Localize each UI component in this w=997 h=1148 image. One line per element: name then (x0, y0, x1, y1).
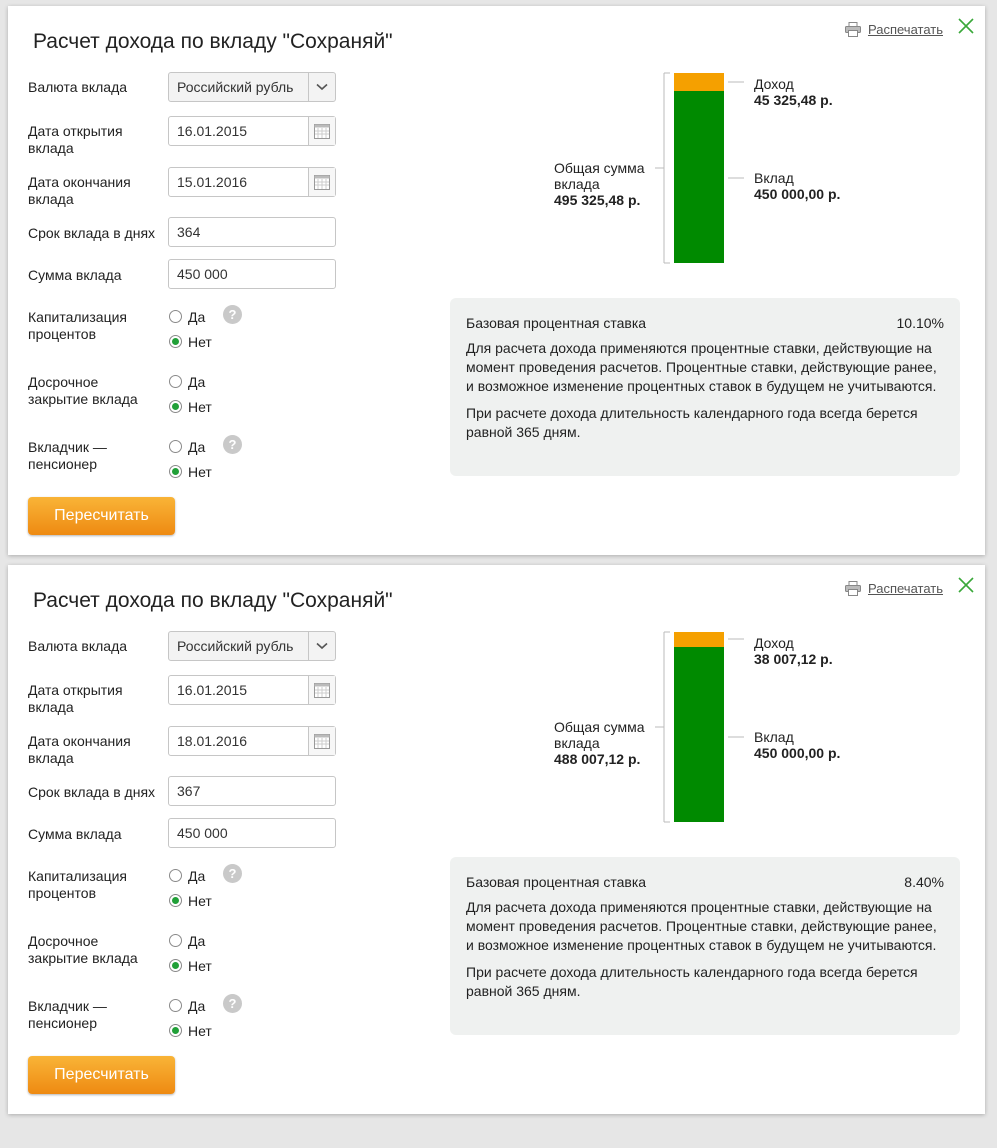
early-close-yes-option[interactable] (169, 369, 212, 394)
capitalization-yes-label: Да (188, 308, 206, 325)
panel-title: Расчет дохода по вкладу "Сохраняй" (33, 30, 393, 53)
calendar-icon[interactable] (308, 727, 335, 755)
open-date-field[interactable] (168, 116, 336, 146)
early-close-yes-radio[interactable] (169, 934, 182, 947)
capitalization-no-option[interactable] (169, 888, 212, 913)
close-date-field[interactable] (168, 167, 336, 197)
deposit-bar (674, 647, 724, 822)
open-date-label: Дата открытия вклада (28, 123, 123, 156)
deposit-bar-chart (548, 625, 968, 825)
capitalization-radio-group (169, 863, 212, 913)
deposit-label: Вклад (754, 729, 794, 745)
print-link[interactable] (845, 581, 943, 596)
rate-info-box (450, 857, 960, 1035)
amount-label: Сумма вклада (28, 826, 122, 842)
early-close-yes-label: Да (188, 373, 206, 390)
pensioner-yes-radio[interactable] (169, 999, 182, 1012)
base-rate-label: Базовая процентная ставка (466, 315, 647, 331)
total-label: Общая сумма вклада (554, 719, 645, 751)
capitalization-label: Капитализация процентов (28, 309, 127, 342)
close-icon[interactable] (957, 576, 975, 594)
pensioner-yes-option[interactable] (169, 993, 212, 1018)
total-value: 488 007,12 р. (554, 751, 641, 767)
early-close-radio-group (169, 369, 212, 419)
recalculate-button[interactable]: Пересчитать (28, 1056, 175, 1094)
print-link[interactable] (845, 22, 943, 37)
income-value: 38 007,12 р. (754, 651, 833, 667)
recalculate-button[interactable]: Пересчитать (28, 497, 175, 535)
term-days-input[interactable]: 364 (168, 217, 336, 247)
open-date-label: Дата открытия вклада (28, 682, 123, 715)
pensioner-radio-group (169, 993, 212, 1043)
info-paragraph-1: Для расчета дохода применяются процентные ставки, действующие на момент проведения расчетов. Процентные ставки, действующие ранее, и возможное изменение процентных ставок в будущем не учитываются. (466, 340, 937, 394)
capitalization-yes-radio[interactable] (169, 869, 182, 882)
base-rate-row (466, 314, 944, 333)
pensioner-no-radio[interactable] (169, 1024, 182, 1037)
deposit-bar-chart (548, 66, 968, 266)
income-value: 45 325,48 р. (754, 92, 833, 108)
pensioner-radio-group (169, 434, 212, 484)
term-days-label: Срок вклада в днях (28, 225, 156, 241)
chevron-down-icon[interactable] (308, 73, 335, 101)
base-rate-value: 8.40% (904, 874, 944, 890)
early-close-no-option[interactable] (169, 953, 212, 978)
close-date-value: 15.01.2016 (177, 174, 248, 190)
early-close-yes-label: Да (188, 932, 206, 949)
capitalization-no-label: Нет (188, 892, 212, 909)
early-close-radio-group (169, 928, 212, 978)
rate-info-box (450, 298, 960, 476)
printer-icon (845, 581, 861, 596)
close-icon[interactable] (957, 17, 975, 35)
total-value: 495 325,48 р. (554, 192, 641, 208)
chart-income (754, 76, 833, 108)
pensioner-yes-option[interactable] (169, 434, 212, 459)
capitalization-no-radio[interactable] (169, 335, 182, 348)
help-icon[interactable]: ? (223, 305, 242, 324)
total-label: Общая сумма вклада (554, 160, 645, 192)
help-icon[interactable]: ? (223, 864, 242, 883)
close-date-label: Дата окончания вклада (28, 174, 131, 207)
capitalization-yes-radio[interactable] (169, 310, 182, 323)
open-date-value: 16.01.2015 (177, 682, 248, 698)
pensioner-yes-label: Да (188, 997, 206, 1014)
chart-total (554, 160, 664, 208)
currency-label: Валюта вклада (28, 638, 128, 654)
chart-income (754, 635, 833, 667)
print-label[interactable]: Распечатать (867, 22, 943, 37)
print-label[interactable]: Распечатать (867, 581, 943, 596)
amount-label: Сумма вклада (28, 267, 122, 283)
capitalization-no-radio[interactable] (169, 894, 182, 907)
pensioner-label: Вкладчик — пенсионер (28, 439, 107, 472)
early-close-yes-option[interactable] (169, 928, 212, 953)
pensioner-no-option[interactable] (169, 1018, 212, 1043)
close-date-value: 18.01.2016 (177, 733, 248, 749)
close-date-label: Дата окончания вклада (28, 733, 131, 766)
amount-input[interactable]: 450 000 (168, 818, 336, 848)
early-close-no-label: Нет (188, 957, 212, 974)
capitalization-label: Капитализация процентов (28, 868, 127, 901)
base-rate-row (466, 873, 944, 892)
currency-value: Российский рубль (177, 79, 294, 95)
early-close-yes-radio[interactable] (169, 375, 182, 388)
currency-label: Валюта вклада (28, 79, 128, 95)
deposit-label: Вклад (754, 170, 794, 186)
income-bar (674, 73, 724, 91)
help-icon[interactable]: ? (223, 435, 242, 454)
currency-value: Российский рубль (177, 638, 294, 654)
pensioner-no-label: Нет (188, 1022, 212, 1039)
pensioner-yes-label: Да (188, 438, 206, 455)
income-label: Доход (754, 635, 794, 651)
deposit-value: 450 000,00 р. (754, 745, 841, 761)
info-paragraph-1: Для расчета дохода применяются процентные ставки, действующие на момент проведения расчетов. Процентные ставки, действующие ранее, и возможное изменение процентных ставок в будущем не учитываются. (466, 899, 937, 953)
currency-select[interactable] (168, 631, 336, 661)
pensioner-no-option[interactable] (169, 459, 212, 484)
deposit-value: 450 000,00 р. (754, 186, 841, 202)
pensioner-label: Вкладчик — пенсионер (28, 998, 107, 1031)
capitalization-no-label: Нет (188, 333, 212, 350)
capitalization-radio-group (169, 304, 212, 354)
amount-input[interactable]: 450 000 (168, 259, 336, 289)
deposit-calculator-panel-2 (8, 565, 985, 1114)
info-paragraph-2: При расчете дохода длительность календарного года всегда берется равной 365 дням. (466, 405, 918, 440)
chart-deposit (754, 729, 840, 761)
term-days-label: Срок вклада в днях (28, 784, 156, 800)
capitalization-no-option[interactable] (169, 329, 212, 354)
open-date-field[interactable] (168, 675, 336, 705)
income-bar (674, 632, 724, 647)
help-icon[interactable]: ? (223, 994, 242, 1013)
pensioner-no-radio[interactable] (169, 465, 182, 478)
income-label: Доход (754, 76, 794, 92)
chart-total (554, 719, 664, 767)
capitalization-yes-option[interactable] (169, 304, 212, 329)
early-close-label: Досрочное закрытие вклада (28, 933, 138, 966)
capitalization-yes-label: Да (188, 867, 206, 884)
calendar-icon[interactable] (308, 168, 335, 196)
capitalization-yes-option[interactable] (169, 863, 212, 888)
currency-select[interactable] (168, 72, 336, 102)
early-close-label: Досрочное закрытие вклада (28, 374, 138, 407)
base-rate-value: 10.10% (896, 315, 944, 331)
chevron-down-icon[interactable] (308, 632, 335, 660)
deposit-bar (674, 91, 724, 263)
open-date-value: 16.01.2015 (177, 123, 248, 139)
panel-title: Расчет дохода по вкладу "Сохраняй" (33, 589, 393, 612)
pensioner-no-label: Нет (188, 463, 212, 480)
early-close-no-radio[interactable] (169, 400, 182, 413)
info-paragraph-2: При расчете дохода длительность календарного года всегда берется равной 365 дням. (466, 964, 918, 999)
chart-deposit (754, 170, 840, 202)
base-rate-label: Базовая процентная ставка (466, 874, 647, 890)
deposit-calculator-panel-1 (8, 6, 985, 555)
early-close-no-option[interactable] (169, 394, 212, 419)
early-close-no-radio[interactable] (169, 959, 182, 972)
term-days-input[interactable]: 367 (168, 776, 336, 806)
calendar-icon[interactable] (308, 676, 335, 704)
pensioner-yes-radio[interactable] (169, 440, 182, 453)
calendar-icon[interactable] (308, 117, 335, 145)
early-close-no-label: Нет (188, 398, 212, 415)
printer-icon (845, 22, 861, 37)
close-date-field[interactable] (168, 726, 336, 756)
